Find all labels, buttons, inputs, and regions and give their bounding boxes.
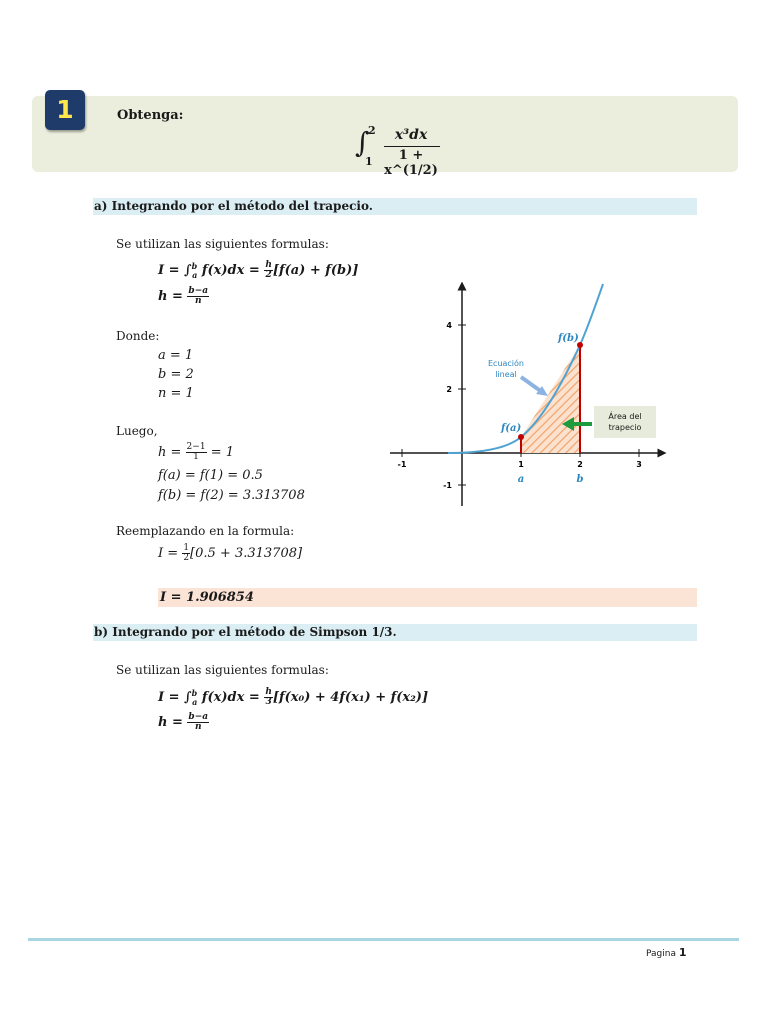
reemplazando-label: Reemplazando en la formula: [116,524,295,538]
integral-sign: ∫ [355,126,370,159]
label-a: a [517,474,525,485]
simp-h-left: h = [158,715,183,730]
h-calc-frac-n: 2−1 [186,442,206,452]
problem-title: Obtenga: [117,108,184,123]
simp-h-frac-d: n [194,722,202,732]
simp-h-frac [187,713,209,732]
donde-label: Donde: [116,329,160,343]
section-b-bar [93,624,697,641]
trapezoid-formula-h [158,287,209,306]
simp-I-up: b [191,688,198,698]
page-number: 1 [678,946,687,959]
area-label-box [594,406,656,438]
integral-lower: 1 [365,155,373,168]
n-value: n = 1 [158,386,194,401]
integral-denominator: 1 + x^(1/2) [384,148,438,178]
y-tick-label: 2 [446,385,452,394]
simp-I-mid: f(x)dx = [201,690,260,705]
trap-I-frac [264,261,273,280]
replace-right: [0.5 + 3.313708] [190,546,303,561]
y-tick-label: -1 [443,481,452,490]
trapezoid-area [521,345,580,453]
trap-I-lo: a [192,270,198,280]
trap-h-frac-n: b−a [188,286,209,296]
trap-h-frac [187,287,209,306]
label-b: b [576,474,584,485]
a-value: a = 1 [158,348,194,363]
trap-I-left: I = ∫ [158,263,192,278]
integral-numerator: x³dx [394,127,428,143]
x-tick-label: 3 [636,460,642,469]
simp-I-right: [f(x₀) + 4f(x₁) + f(x₂)] [272,690,429,705]
section-b-intro: Se utilizan las siguientes formulas: [116,663,329,677]
integral-upper: 2 [368,124,376,137]
trap-h-frac-d: n [194,296,202,306]
area-label-line2: trapecio [608,423,642,432]
replace-left: I = [158,546,179,561]
trap-I-frac-d: 2 [265,270,272,280]
fa-calculation: f(a) = f(1) = 0.5 [158,468,263,483]
simp-I-frac-n: h [265,687,272,697]
footer-divider [28,938,739,941]
simp-I-lo: a [192,697,198,707]
simpson-formula-h [158,713,209,732]
point-fa [518,434,524,440]
section-a-title: a) Integrando por el método del trapecio. [94,199,373,213]
problem-integral [355,124,475,178]
x-tick-label: -1 [397,460,407,469]
h-calculation [158,443,234,462]
simp-I-frac [264,688,273,707]
ecuacion-label-line1: Ecuación [487,359,525,368]
trapezoid-formula-I [158,261,358,280]
luego-label: Luego, [116,424,158,438]
replace-frac [182,544,190,563]
label-fa: f(a) [501,423,522,434]
section-a-bar [93,198,697,215]
problem-number-badge: 1 [45,90,85,130]
ecuacion-arrow [521,377,542,392]
trapezoid-graph [388,282,668,512]
section-b-title: b) Integrando por el método de Simpson 1/3. [94,625,397,639]
h-calc-frac-d: 1 [193,452,199,462]
trap-I-mid: f(x)dx = [201,263,260,278]
h-calc-frac [186,443,207,462]
y-tick-label: 4 [446,321,452,330]
section-a-intro: Se utilizan las siguientes formulas: [116,237,329,251]
ecuacion-label-line2: lineal [495,370,517,379]
h-calc-right: = 1 [210,445,234,460]
trap-I-up: b [191,261,198,271]
simp-I-left: I = ∫ [158,690,192,705]
replacement-formula [158,544,302,563]
trap-I-right: [f(a) + f(b)] [272,263,359,278]
replace-frac-n: 1 [183,543,190,553]
simp-I-frac-d: 3 [265,697,272,707]
fb-calculation: f(b) = f(2) = 3.313708 [158,488,305,503]
result-value: I = 1.906854 [160,590,254,605]
x-tick-label: 1 [518,460,524,469]
b-value: b = 2 [158,367,194,382]
page-label: Pagina [646,949,676,959]
page-footer [646,946,687,959]
x-tick-label: 2 [577,460,583,469]
trap-h-left: h = [158,289,183,304]
label-fb: f(b) [558,333,579,344]
result-bar [158,588,697,607]
h-calc-left: h = [158,445,182,460]
integral-fraction-bar [384,146,440,147]
trap-I-frac-n: h [265,260,272,270]
simp-h-frac-n: b−a [188,712,209,722]
replace-frac-d: 2 [183,553,190,563]
area-label-line1: Área del [608,412,642,421]
simpson-formula-I [158,688,428,707]
